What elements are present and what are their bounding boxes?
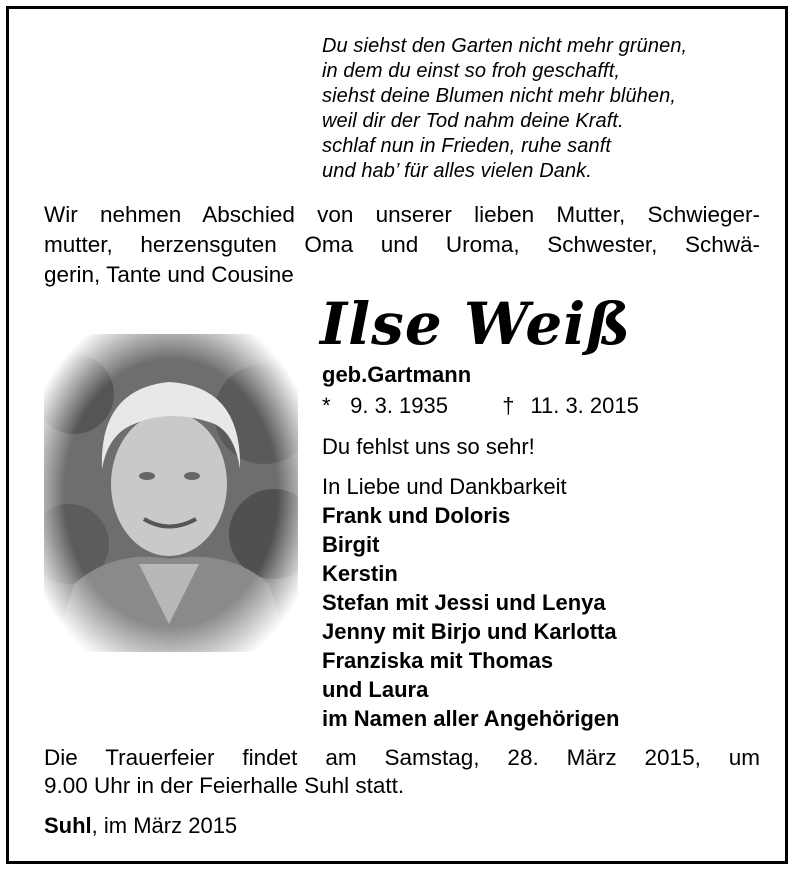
- mourner-line: Franziska mit Thomas: [322, 648, 554, 673]
- birth-name: [322, 360, 762, 389]
- intro-line: mutter, herzensguten Oma und Uroma, Schwester, Schwä-: [44, 232, 760, 257]
- funeral-line: Die Trauerfeier findet am Samstag, 28. März 2015, um: [44, 745, 760, 770]
- death-date: 11. 3. 2015: [530, 393, 639, 418]
- funeral-line: 9.00 Uhr in der Feierhalle Suhl statt.: [44, 773, 405, 798]
- intro-line: gerin, Tante und Cousine: [44, 262, 294, 287]
- funeral-info: [44, 744, 760, 800]
- poem-line: Du siehst den Garten nicht mehr grünen,: [322, 35, 688, 57]
- mourner-line: Stefan mit Jessi und Lenya: [322, 590, 606, 615]
- poem-line: siehst deine Blumen nicht mehr blühen,: [322, 85, 677, 107]
- mourner-line: Frank und Doloris: [322, 503, 511, 528]
- poem-line: in dem du einst so froh geschafft,: [322, 60, 621, 82]
- life-dates: [322, 391, 762, 420]
- birth-name-text: geb.Gartmann: [322, 362, 472, 387]
- poem-line: weil dir der Tod nahm deine Kraft.: [322, 110, 624, 132]
- poem-line: und hab’ für alles vielen Dank.: [322, 160, 592, 182]
- message-text: Du fehlst uns so sehr!: [322, 434, 535, 459]
- message: [322, 432, 762, 461]
- memorial-poem: [322, 34, 772, 184]
- signature-place: Suhl: [44, 813, 92, 838]
- mourner-line: Birgit: [322, 532, 380, 557]
- signature-date: , im März 2015: [91, 813, 238, 838]
- intro-line: Wir nehmen Abschied von unserer lieben Mutter, Schwieger-: [44, 202, 760, 227]
- birth-symbol: *: [322, 393, 331, 418]
- deceased-name: Ilse Weiß: [320, 290, 632, 358]
- portrait-illustration: [44, 334, 298, 652]
- mourner-line: Kerstin: [322, 561, 398, 586]
- farewell-intro: [44, 200, 760, 290]
- mourner-line: und Laura: [322, 677, 429, 702]
- closing-line: In Liebe und Dankbarkeit: [322, 474, 567, 499]
- birth-date: 9. 3. 1935: [350, 393, 448, 418]
- death-symbol: †: [502, 393, 515, 418]
- mourner-line: im Namen aller Angehörigen: [322, 706, 620, 731]
- place-date-signature: [44, 812, 237, 840]
- portrait-photo: [44, 334, 298, 652]
- mourner-line: Jenny mit Birjo und Karlotta: [322, 619, 617, 644]
- mourners-block: [322, 472, 762, 733]
- poem-line: schlaf nun in Frieden, ruhe sanft: [322, 135, 612, 157]
